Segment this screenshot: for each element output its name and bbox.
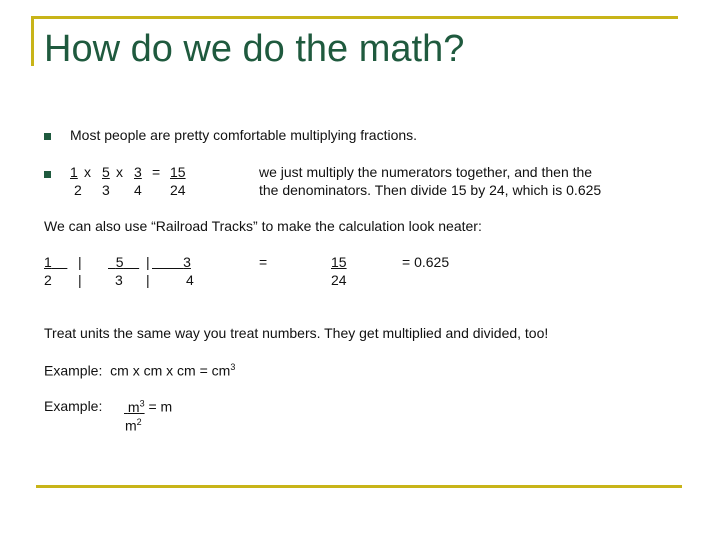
example1-label: Example: [44, 362, 103, 379]
times-sign: x [84, 164, 91, 180]
units-text: Treat units the same way you treat numbers. They get multiplied and divided, too! [44, 325, 549, 341]
example2-label: Example: [44, 398, 103, 414]
railroad-denominator: 4 [186, 272, 194, 288]
bullet-square-icon [44, 171, 51, 178]
explanation-line-1: we just multiply the numerators together, and then the [259, 164, 593, 180]
railroad-equals: = [259, 254, 268, 270]
numerator: 3 [134, 164, 142, 180]
product-denominator: 24 [170, 182, 186, 198]
railroad-result-numerator: 15 [331, 254, 347, 270]
railroad-separator: | [78, 254, 82, 270]
railroad-numerator: 1 [44, 254, 52, 270]
example1-exponent: 3 [230, 362, 236, 372]
example2-numerator-line [124, 398, 172, 415]
railroad-decimal-result: = 0.625 [402, 254, 450, 270]
title-frame-left-line [31, 16, 34, 66]
times-sign: x [116, 164, 123, 180]
denominator: 2 [74, 182, 82, 198]
railroad-separator: | [78, 272, 82, 288]
example2-numerator: $m^3$ [127, 398, 145, 415]
railroad-denominator: 3 [115, 272, 123, 288]
railroad-intro: We can also use “Railroad Tracks” to make the calculation look neater: [44, 218, 482, 234]
railroad-numerator: 5 [115, 254, 124, 270]
denominator: 4 [134, 182, 142, 198]
product-numerator: 15 [170, 164, 186, 180]
example2-equals-result: = m [148, 398, 173, 415]
denominator: 3 [102, 182, 110, 198]
railroad-numerator: 3 [183, 254, 191, 270]
example1 [44, 362, 235, 379]
slide-title: How do we do the math? [44, 28, 465, 70]
title-frame-top-line [32, 16, 678, 19]
footer-line [36, 485, 682, 488]
equals-sign: = [152, 164, 161, 180]
example2-denominator: $m^2$ [125, 417, 142, 434]
railroad-result-denominator: 24 [331, 272, 347, 288]
railroad-separator: | [146, 254, 150, 270]
numerator: 5 [102, 164, 110, 180]
example1-equation: cm x cm x cm = cm [110, 362, 231, 379]
railroad-separator: | [146, 272, 150, 288]
bullet1-text: Most people are pretty comfortable multiplying fractions. [70, 127, 418, 143]
numerator: 1 [70, 164, 78, 180]
explanation-line-2: the denominators. Then divide 15 by 24, which is 0.625 [259, 182, 602, 198]
bullet-square-icon [44, 133, 51, 140]
railroad-denominator: 2 [44, 272, 52, 288]
